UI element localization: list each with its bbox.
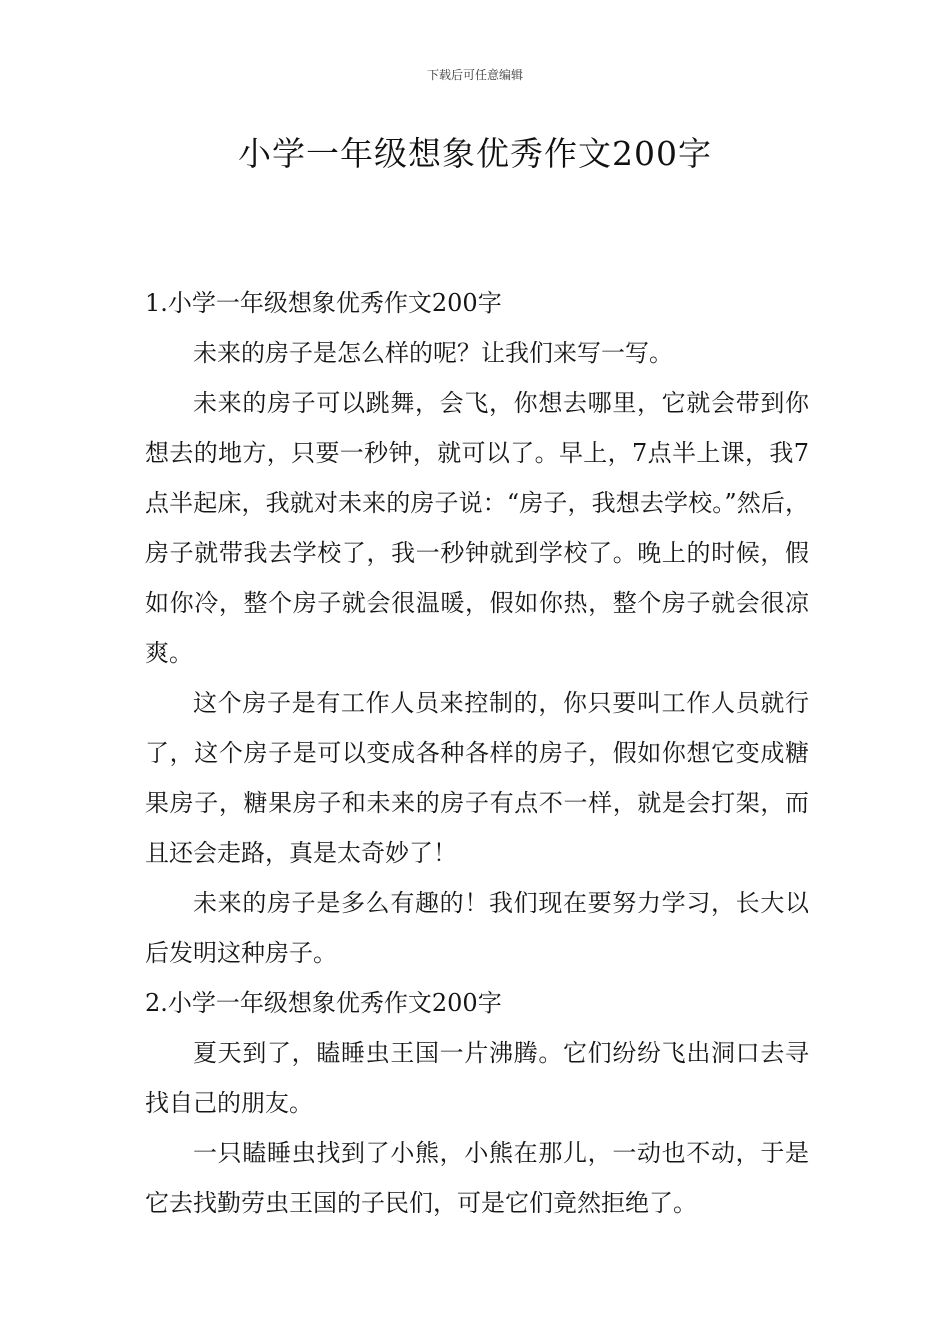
paragraph: 夏天到了，瞌睡虫王国一片沸腾。它们纷纷飞出洞口去寻找自己的朋友。 bbox=[145, 1039, 809, 1117]
document-body bbox=[145, 278, 809, 1228]
section-heading: 2.小学一年级想象优秀作文200字 bbox=[145, 989, 502, 1017]
document-title: 小学一年级想象优秀作文200字 bbox=[238, 134, 712, 173]
header-note: 下载后可任意编辑 bbox=[426, 68, 523, 82]
section-heading: 1.小学一年级想象优秀作文200字 bbox=[145, 289, 502, 317]
paragraph: 未来的房子是多么有趣的！我们现在要努力学习，长大以后发明这种房子。 bbox=[145, 889, 809, 967]
paragraph: 一只瞌睡虫找到了小熊，小熊在那儿，一动也不动，于是它去找勤劳虫王国的子民们，可是它们竟然拒绝了。 bbox=[145, 1139, 809, 1217]
paragraph: 未来的房子是怎么样的呢？让我们来写一写。 bbox=[193, 339, 673, 367]
paragraph: 这个房子是有工作人员来控制的，你只要叫工作人员就行了，这个房子是可以变成各种各样的房子，假如你想它变成糖果房子，糖果房子和未来的房子有点不一样，就是会打架，而且还会走路，真是太奇妙了！ bbox=[145, 689, 809, 867]
paragraph: 未来的房子可以跳舞，会飞，你想去哪里，它就会带到你想去的地方，只要一秒钟，就可以了。早上，7点半上课，我7点半起床，我就对未来的房子说：“房子，我想去学校。”然后，房子就带我去学校了，我一秒钟就到学校了。晚上的时候，假如你冷，整个房子就会很温暖，假如你热，整个房子就会很凉爽。 bbox=[145, 389, 809, 667]
